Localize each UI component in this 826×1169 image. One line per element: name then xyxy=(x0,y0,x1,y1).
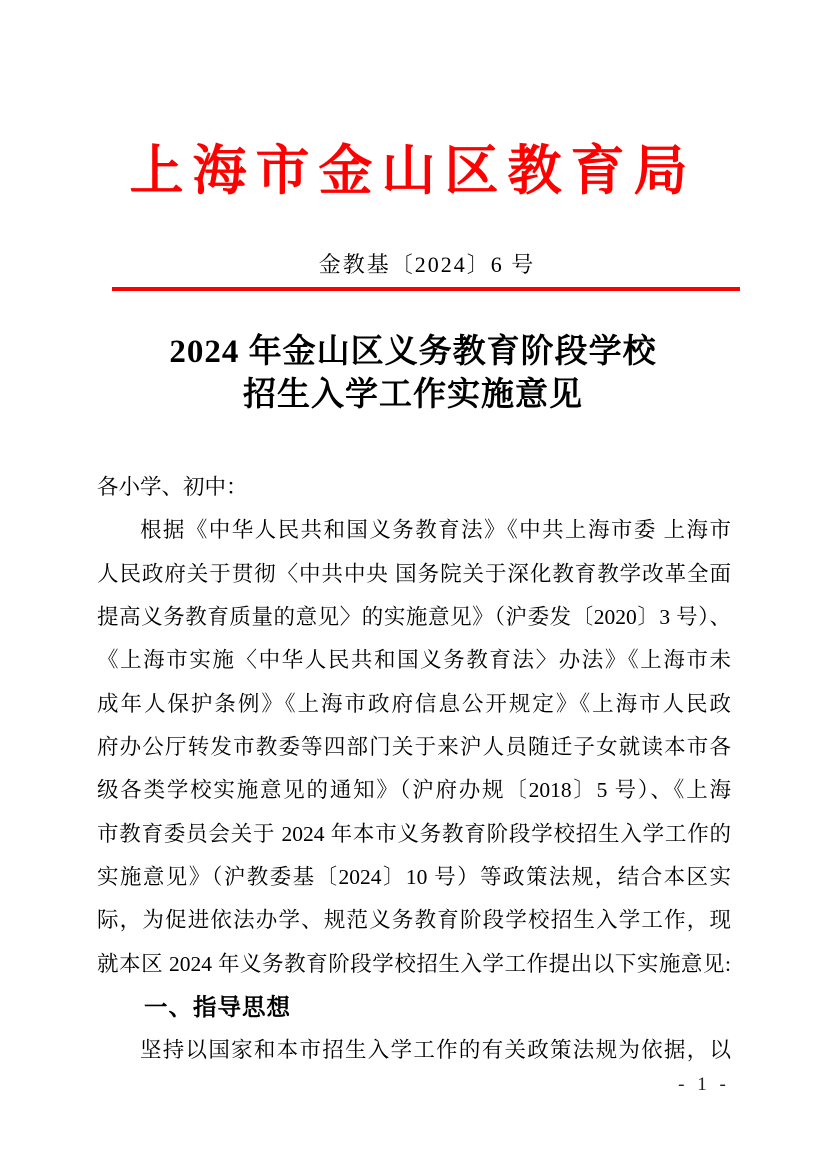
body-line: 市教育委员会关于 2024 年本市义务教育阶段学校招生入学工作的 xyxy=(97,821,731,846)
document-title xyxy=(0,331,826,417)
body-line: 级各类学校实施意见的通知》（沪府办规〔2018〕5 号）、《上海 xyxy=(97,778,731,803)
document-title-line1: 2024 年金山区义务教育阶段学校 xyxy=(169,334,657,370)
body-line: 实施意见》（沪教委基〔2024〕10 号）等政策法规，结合本区实 xyxy=(97,865,731,890)
body-line: 《上海市实施〈中华人民共和国义务教育法〉办法》《上海市未 xyxy=(97,648,731,673)
document-title-line2: 招生入学工作实施意见 xyxy=(243,377,583,413)
document-number: 金教基〔2024〕6 号 xyxy=(318,252,536,277)
body-line: 根据《中华人民共和国义务教育法》《中共上海市委 上海市 xyxy=(140,518,731,543)
red-divider-line xyxy=(112,287,740,291)
body-line: 就本区 2024 年义务教育阶段学校招生入学工作提出以下实施意见: xyxy=(97,951,731,976)
body-line: 成年人保护条例》《上海市政府信息公开规定》《上海市人民政 xyxy=(97,691,731,716)
salutation: 各小学、初中： xyxy=(97,475,248,499)
document-body xyxy=(97,466,731,1073)
body-line: 坚持以国家和本市招生入学工作的有关政策法规为依据，以 xyxy=(140,1038,731,1063)
body-line: 提高义务教育质量的意见〉的实施意见》（沪委发〔2020〕3 号）、 xyxy=(97,605,731,630)
body-line: 府办公厅转发市教委等四部门关于来沪人员随迁子女就读本市各 xyxy=(97,735,731,760)
body-line: 际，为促进依法办学、规范义务教育阶段学校招生入学工作，现 xyxy=(97,908,731,933)
body-line: 人民政府关于贯彻〈中共中央 国务院关于深化教育教学改革全面 xyxy=(97,561,731,586)
page-number: - 1 - xyxy=(678,1074,730,1095)
section-heading-guiding-ideology: 一、指导思想 xyxy=(144,994,291,1021)
issuing-authority-title: 上海市金山区教育局 xyxy=(129,141,697,201)
